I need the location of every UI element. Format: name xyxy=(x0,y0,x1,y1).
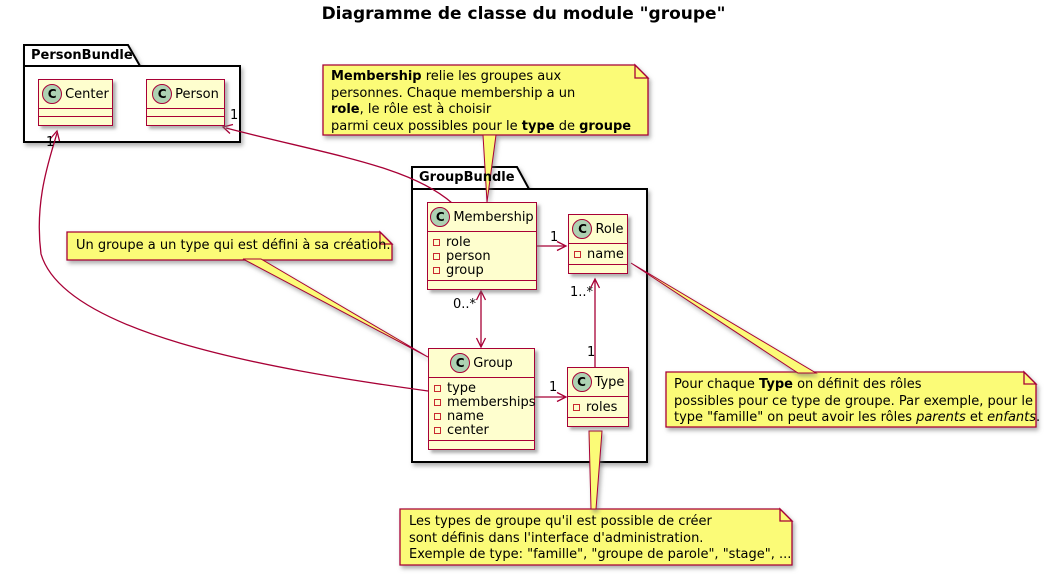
note-anchor-group xyxy=(243,259,428,357)
attribute-name: role xyxy=(446,234,471,250)
class-group-title xyxy=(429,349,534,377)
label-group-type: 1 xyxy=(549,380,558,395)
methods-compartment xyxy=(147,116,224,125)
note-anchor-type-admin xyxy=(589,431,602,509)
class-icon: C xyxy=(572,372,592,392)
field-icon xyxy=(574,251,581,258)
label-type-role-near-role: 1..* xyxy=(570,285,594,300)
attribute-row xyxy=(573,400,623,414)
attributes-compartment xyxy=(39,108,112,116)
attribute-row xyxy=(433,235,531,249)
field-icon xyxy=(573,404,580,411)
field-icon xyxy=(434,399,441,406)
methods-compartment xyxy=(568,417,628,426)
diagram-title: Diagramme de classe du module "groupe" xyxy=(321,4,726,24)
class-membership-title xyxy=(428,203,536,231)
package-group-bundle-name: GroupBundle xyxy=(419,170,515,185)
label-membership-role: 1 xyxy=(550,230,559,245)
class-name: Type xyxy=(594,374,625,390)
attribute-row xyxy=(433,249,531,263)
class-name: Center xyxy=(65,86,109,102)
class-icon: C xyxy=(152,84,172,104)
field-icon xyxy=(433,267,440,274)
label-membership-person: 1 xyxy=(230,108,239,123)
methods-compartment xyxy=(569,264,627,273)
attribute-row xyxy=(434,381,529,395)
attribute-row xyxy=(434,394,536,410)
label-type-role-near-type: 1 xyxy=(587,345,596,360)
note-membership: Membership relie les groupes aux personnes. Chaque membership a un role, le rôle est à choisir parmi ceux possibles pour le type de groupe xyxy=(331,69,632,134)
attribute-name: type xyxy=(447,380,477,396)
class-membership xyxy=(427,202,537,290)
package-person-bundle-name: PersonBundle xyxy=(31,48,133,63)
class-icon: C xyxy=(572,219,592,239)
class-icon: C xyxy=(42,84,62,104)
edge-group-center xyxy=(39,133,428,391)
note-anchor-type-roles xyxy=(631,263,816,373)
note-type-roles: Pour chaque Type on définit des rôles possibles pour ce type de groupe. Par exemple, pour le type "famille" on peut avoir les rôles parents et enfants. xyxy=(674,377,1041,425)
attribute-name: name xyxy=(447,408,484,424)
methods-compartment xyxy=(429,440,534,449)
label-group-center: 1 xyxy=(46,135,55,150)
attribute-row xyxy=(434,409,529,423)
field-icon xyxy=(434,385,441,392)
class-type-title xyxy=(568,368,628,396)
field-icon xyxy=(433,239,440,246)
class-type xyxy=(567,367,629,427)
attributes-compartment xyxy=(147,108,224,116)
attributes-compartment xyxy=(429,377,534,440)
attribute-row xyxy=(434,423,529,437)
class-role xyxy=(568,214,628,274)
class-center xyxy=(38,79,113,126)
class-name: Membership xyxy=(453,209,534,225)
methods-compartment xyxy=(39,116,112,125)
attribute-name: person xyxy=(446,248,491,264)
class-name: Role xyxy=(595,221,624,237)
class-name: Person xyxy=(175,86,219,102)
attributes-compartment xyxy=(428,231,536,280)
class-icon: C xyxy=(450,353,470,373)
note-group: Un groupe a un type qui est défini à sa création. xyxy=(76,238,391,253)
label-membership-group: 0..* xyxy=(453,297,477,312)
field-icon xyxy=(434,413,441,420)
class-center-title xyxy=(39,80,112,108)
attribute-name: name xyxy=(587,246,624,262)
class-person-title xyxy=(147,80,224,108)
attributes-compartment xyxy=(569,243,627,264)
attribute-name: roles xyxy=(586,399,618,415)
class-role-title xyxy=(569,215,627,243)
class-icon: C xyxy=(430,207,450,227)
field-icon xyxy=(434,427,441,434)
attribute-name: center xyxy=(447,422,489,438)
note-type-admin: Les types de groupe qu'il est possible de créer sont définis dans l'interface d'administration. Exemple de type: "famille", "groupe de parole", "stage", ... xyxy=(409,514,792,562)
attribute-name: memberships xyxy=(447,394,536,410)
attribute-row xyxy=(433,263,531,277)
attribute-row xyxy=(574,247,622,261)
class-name: Group xyxy=(473,355,513,371)
class-group xyxy=(428,348,535,450)
class-person xyxy=(146,79,225,126)
field-icon xyxy=(433,253,440,260)
attributes-compartment xyxy=(568,396,628,417)
attribute-name: group xyxy=(446,262,484,278)
methods-compartment xyxy=(428,280,536,289)
